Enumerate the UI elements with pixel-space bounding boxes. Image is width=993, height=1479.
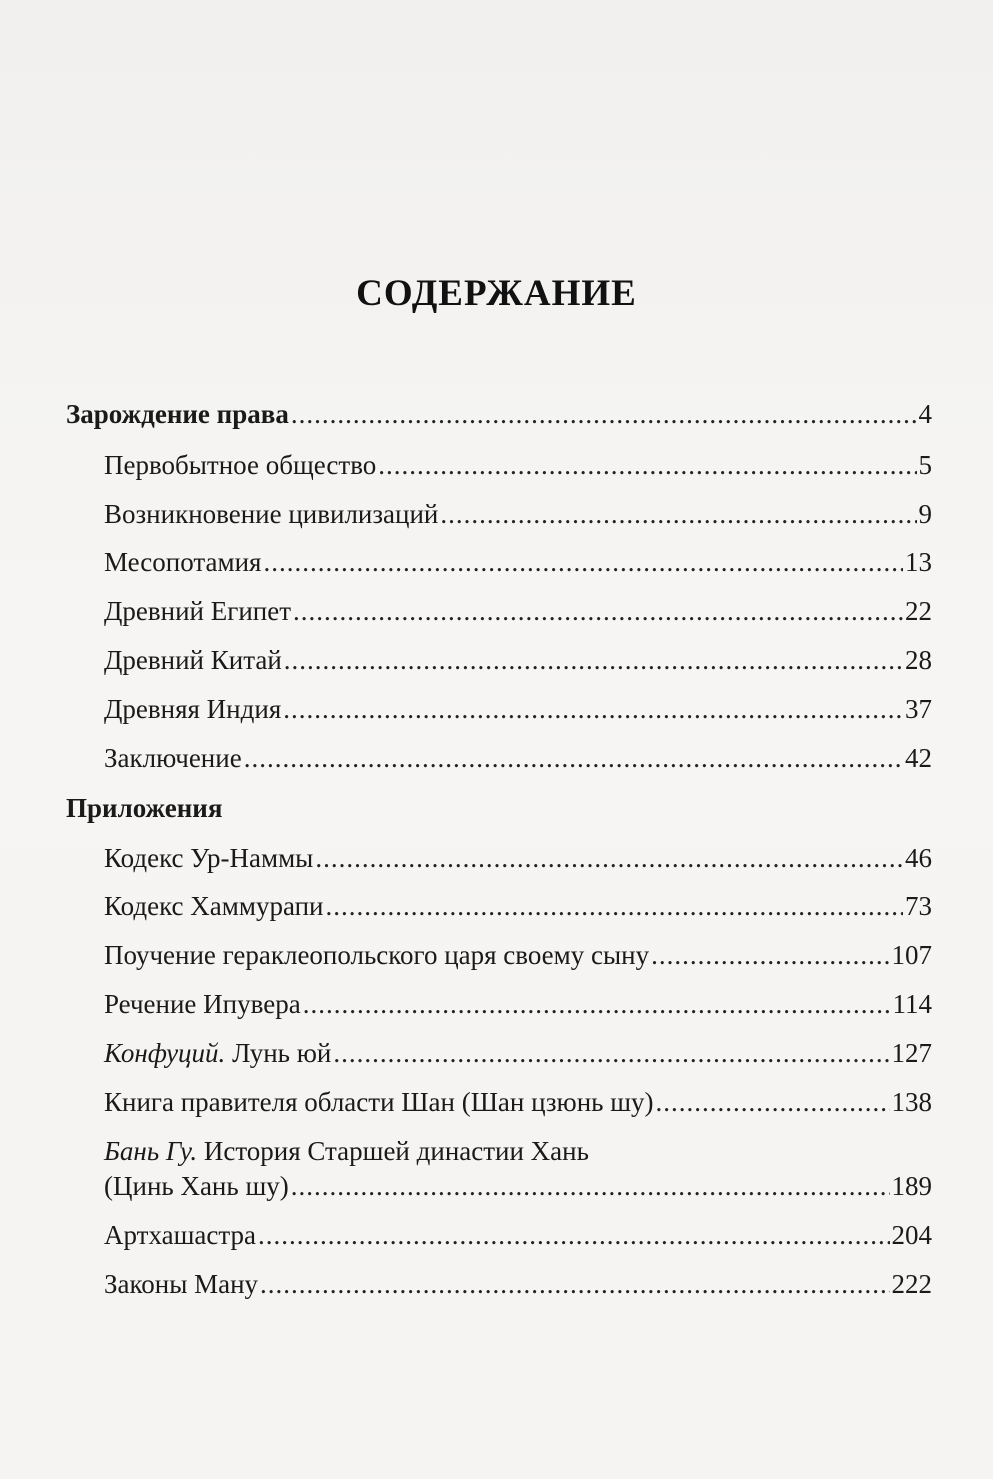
toc-entry-title: Лунь юй — [225, 1038, 332, 1068]
toc-page-number: 204 — [891, 1220, 932, 1250]
toc-entry[interactable] — [104, 1218, 932, 1252]
leader-dots — [258, 1218, 890, 1252]
toc-page-number: 4 — [918, 399, 932, 429]
toc-entry-author: Конфуций. — [104, 1038, 226, 1068]
toc-entry-label: Первобытное общество — [104, 450, 377, 480]
toc-entry-label: Речение Ипувера — [104, 989, 301, 1019]
toc-page-number: 107 — [891, 940, 932, 970]
toc-entry[interactable] — [104, 1036, 932, 1070]
leader-dots — [656, 1085, 890, 1119]
toc-entry[interactable] — [104, 741, 932, 775]
toc-entry-label: Древний Египет — [104, 596, 291, 626]
toc-page-number: 138 — [891, 1087, 932, 1117]
toc-page-number: 189 — [891, 1171, 932, 1201]
toc-entry[interactable] — [104, 594, 932, 628]
toc-page-number: 13 — [905, 547, 932, 577]
leader-dots — [651, 938, 889, 972]
toc-entry-label: Книга правителя области Шан (Шан цзюнь шу) — [104, 1087, 654, 1117]
toc-page-number: 22 — [905, 596, 932, 626]
toc-entry-label-line2: (Цинь Хань шу) — [104, 1171, 289, 1201]
leader-dots — [378, 448, 916, 482]
toc-entry[interactable] — [104, 1085, 932, 1119]
toc-entry-label: Артхашастра — [104, 1220, 256, 1250]
toc-entry-label: Возникновение цивилизаций — [104, 499, 439, 529]
toc-entry-title: История Старшей династии Хань — [197, 1136, 589, 1166]
leader-dots — [303, 987, 891, 1021]
toc-entry-label: Месопотамия — [104, 547, 262, 577]
toc-entry[interactable] — [104, 448, 932, 482]
toc-entry[interactable] — [104, 841, 932, 875]
leader-dots — [284, 643, 903, 677]
leader-dots — [263, 545, 903, 579]
toc-entry-author: Бань Гу. — [104, 1136, 198, 1166]
toc-entry-label: Заключение — [104, 743, 242, 773]
toc-entry-label: Древний Китай — [104, 645, 282, 675]
toc-page-number: 5 — [918, 450, 932, 480]
toc-page-number: 42 — [905, 743, 932, 773]
toc-entry[interactable] — [104, 545, 932, 579]
toc-page-number: 127 — [891, 1038, 932, 1068]
leader-dots — [293, 594, 903, 628]
toc-page-number: 9 — [918, 499, 932, 529]
toc-entry[interactable] — [104, 692, 932, 726]
toc-entry-label: Кодекс Хаммурапи — [104, 891, 324, 921]
toc-entry[interactable] — [104, 497, 932, 531]
toc-entry[interactable] — [104, 643, 932, 677]
leader-dots — [440, 497, 916, 531]
toc-page-number: 46 — [905, 843, 932, 873]
toc-page-number: 73 — [905, 891, 932, 921]
toc-entry-label: Древняя Индия — [104, 694, 282, 724]
leader-dots — [283, 692, 903, 726]
toc-entry[interactable] — [104, 889, 932, 923]
toc-page-number: 28 — [905, 645, 932, 675]
leader-dots — [260, 1267, 889, 1301]
leader-dots — [244, 741, 903, 775]
toc-entry-label: Кодекс Ур-Наммы — [104, 843, 314, 873]
toc-page-number: 114 — [892, 989, 932, 1019]
page-title: СОДЕРЖАНИЕ — [356, 273, 637, 314]
toc-entry[interactable] — [104, 1267, 932, 1301]
toc-page-number: 222 — [891, 1269, 932, 1299]
toc-entry-label: Поучение гераклеопольского царя своему сыну — [104, 940, 650, 970]
toc-entry-label-line1[interactable] — [104, 1134, 589, 1168]
toc-page-number: 37 — [905, 694, 932, 724]
toc-entry[interactable] — [104, 987, 932, 1021]
leader-dots — [333, 1036, 889, 1070]
toc-entry[interactable] — [104, 1169, 932, 1203]
toc-entry[interactable] — [104, 938, 932, 972]
leader-dots — [315, 841, 903, 875]
toc-entry-label: Законы Ману — [104, 1269, 259, 1299]
toc-section-appendices[interactable]: Приложения — [66, 793, 223, 823]
leader-dots — [291, 397, 917, 431]
toc-section-label: Зарождение права — [66, 399, 289, 429]
leader-dots — [325, 889, 903, 923]
toc-entry-label — [104, 1036, 331, 1070]
leader-dots — [291, 1169, 890, 1203]
toc-entry-section-1[interactable] — [66, 397, 932, 431]
